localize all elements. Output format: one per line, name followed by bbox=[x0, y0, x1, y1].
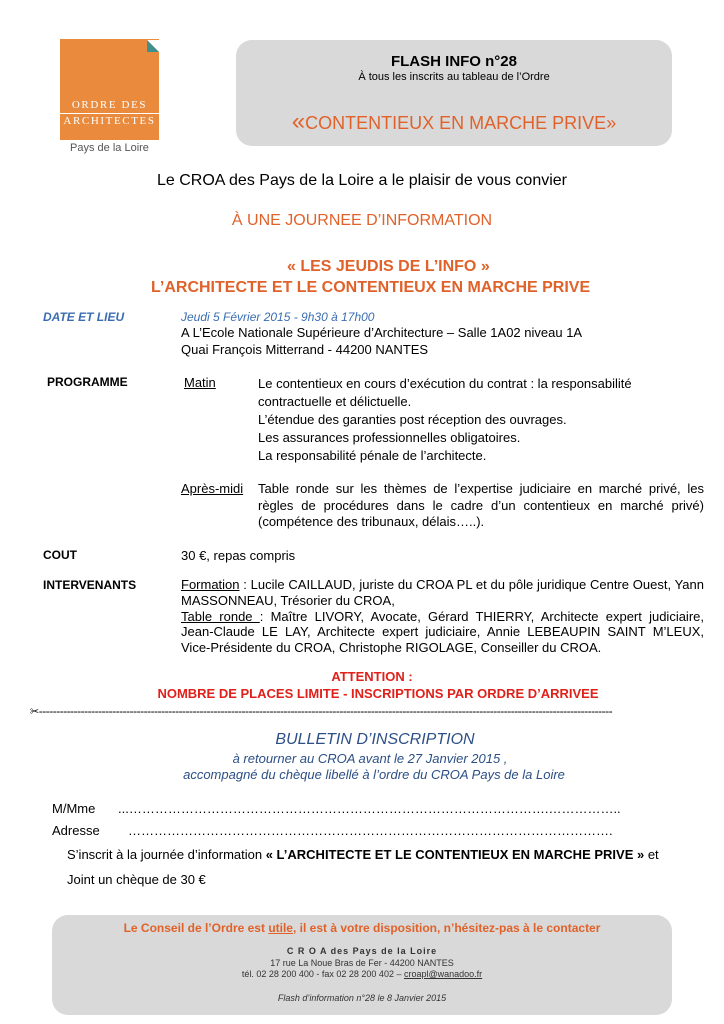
event-place-1: A L’Ecole Nationale Supérieure d’Architecture – Salle 1A02 niveau 1A bbox=[181, 325, 583, 340]
footer-contact bbox=[52, 969, 672, 979]
footer-notice-underline: utile bbox=[268, 921, 293, 935]
mme-field[interactable]: ...…………………………………………………………………………………….…………….. bbox=[118, 801, 621, 816]
matin-item: contractuelle et délictuelle. bbox=[258, 394, 412, 409]
logo-line2: ARCHITECTES bbox=[60, 113, 159, 129]
bulletin-title: BULLETIN D’INSCRIPTION bbox=[275, 731, 475, 748]
footer-email-link[interactable]: croapl@wanadoo.fr bbox=[403, 969, 483, 979]
footer-notice bbox=[52, 921, 672, 935]
logo-subtitle: Pays de la Loire bbox=[70, 142, 149, 154]
scissors-icon: ✂ bbox=[30, 705, 39, 718]
attention-title: ATTENTION : bbox=[331, 669, 413, 684]
cut-line bbox=[30, 704, 640, 718]
logo-corner-icon bbox=[147, 40, 159, 52]
event-title-1: « LES JEUDIS DE L’INFO » bbox=[287, 258, 490, 275]
footer-date: Flash d’information n°28 le 8 Janvier 2015 bbox=[277, 993, 447, 1003]
bulletin-return: à retourner au CROA avant le 27 Janvier 2015 , bbox=[232, 751, 508, 766]
table-ronde-label: Table ronde bbox=[181, 608, 260, 624]
matin-list bbox=[258, 375, 708, 465]
adresse-label: Adresse bbox=[52, 823, 100, 838]
matin-item: Les assurances professionnelles obligatoires. bbox=[258, 430, 521, 445]
mme-label: M/Mme bbox=[52, 801, 96, 816]
event-place-2: Quai François Mitterrand - 44200 NANTES bbox=[181, 342, 429, 357]
programme-label: PROGRAMME bbox=[47, 375, 128, 389]
matin-item: La responsabilité pénale de l’architecte. bbox=[258, 448, 487, 463]
intervenants-label: INTERVENANTS bbox=[43, 578, 137, 592]
cout-value: 30 €, repas compris bbox=[181, 548, 296, 563]
open-quote: « bbox=[291, 108, 306, 135]
inscrit-suffix: et bbox=[644, 847, 659, 862]
apres-midi-text: Table ronde sur les thèmes de l’expertise judiciaire en marché privé, les règles de procédures dans le cadre d’un contentieux en marché privé) (compétence des tribunaux, délais…..). bbox=[258, 481, 704, 529]
logo-text bbox=[60, 98, 159, 129]
inscrit-text bbox=[67, 847, 659, 862]
cheque-text: Joint un chèque de 30 € bbox=[67, 872, 206, 887]
table-ronde-text: : Maître LIVORY, Avocate, Gérard THIERRY, Architecte expert judiciaire, Jean-Claude LE LAY, Architecte expert judiciaire, Annie LEBEAUPIN SAINT M’LEUX, Vice-Présidente du CROA, Christophe RIGOLAGE, Conseiller du CROA. bbox=[181, 608, 704, 656]
matin-item: Le contentieux en cours d’exécution du contrat : la responsabilité bbox=[258, 376, 632, 391]
footer-notice-start: Le Conseil de l’Ordre est bbox=[123, 921, 269, 935]
matin-item: L’étendue des garanties post réception des ouvrages. bbox=[258, 412, 567, 427]
main-title-text: CONTENTIEUX EN MARCHE PRIVE» bbox=[305, 113, 617, 133]
cout-label: COUT bbox=[43, 548, 77, 562]
attention-text: NOMBRE DE PLACES LIMITE - INSCRIPTIONS PAR ORDRE D’ARRIVEE bbox=[157, 686, 599, 701]
footer-org: C R O A des Pays de la Loire bbox=[286, 946, 438, 956]
flash-title: FLASH INFO n°28 bbox=[390, 53, 517, 70]
adresse-field[interactable]: …………………………………………………………………………………………………. bbox=[128, 823, 613, 838]
formation-label: Formation bbox=[181, 577, 240, 592]
formation-text: : Lucile CAILLAUD, juriste du CROA PL et du pôle juridique Centre Ouest, Yann MASSONNEAU, Trésorier du CROA, bbox=[181, 577, 704, 608]
apres-midi-label: Après-midi bbox=[181, 481, 244, 496]
intro-line: Le CROA des Pays de la Loire a le plaisir de vous convier bbox=[157, 172, 567, 189]
logo-line1: ORDRE DES bbox=[71, 99, 148, 111]
inscrit-event: « L’ARCHITECTE ET LE CONTENTIEUX EN MARCHE PRIVE » bbox=[265, 847, 645, 862]
footer-notice-end: , il est à votre disposition, n’hésitez-pas à le contacter bbox=[292, 921, 601, 935]
event-title-2: L’ARCHITECTE ET LE CONTENTIEUX EN MARCHE PRIVE bbox=[151, 279, 591, 296]
flash-main-title bbox=[236, 108, 672, 136]
footer-tel: tél. 02 28 200 400 - fax 02 28 200 402 – bbox=[241, 969, 404, 979]
intervenants-text bbox=[181, 577, 704, 656]
inscrit-prefix: S’inscrit à la journée d’information bbox=[67, 847, 266, 862]
event-date: Jeudi 5 Février 2015 - 9h30 à 17h00 bbox=[181, 310, 375, 324]
footer-address: 17 rue La Noue Bras de Fer - 44200 NANTES bbox=[270, 958, 454, 968]
date-lieu-label: DATE ET LIEU bbox=[43, 310, 125, 324]
flash-subtitle: À tous les inscrits au tableau de l’Ordre bbox=[358, 71, 550, 83]
cut-dashes: -------------------------------------------------------------------------------------------------------------------------------------------------------------------- bbox=[38, 704, 613, 718]
intro-journee: À UNE JOURNEE D’INFORMATION bbox=[231, 212, 493, 229]
matin-label: Matin bbox=[184, 375, 216, 390]
bulletin-cheque-info: accompagné du chèque libellé à l’ordre du CROA Pays de la Loire bbox=[183, 767, 565, 782]
